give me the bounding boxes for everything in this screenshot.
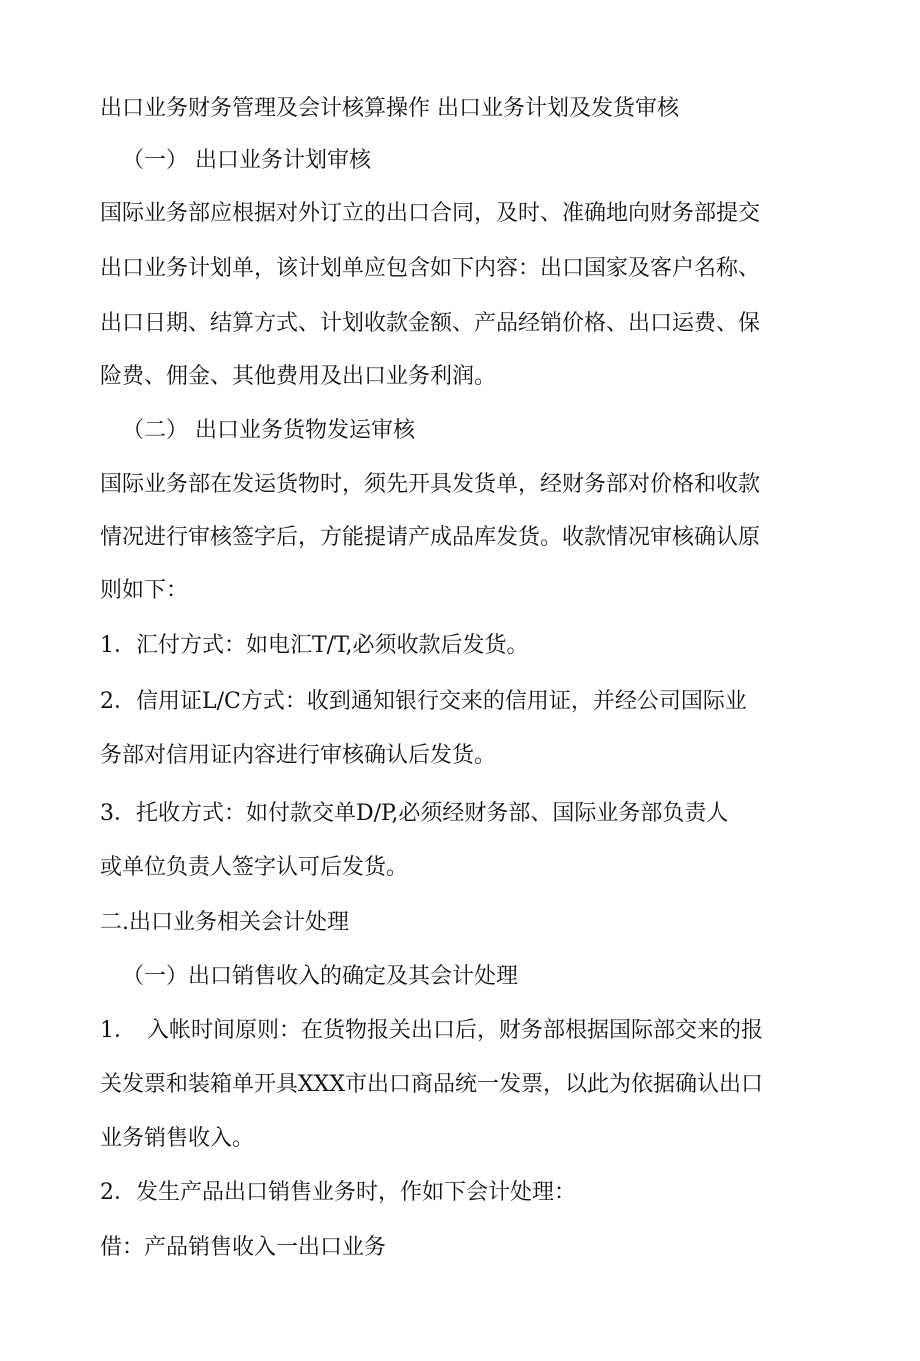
paragraph-line: 业务销售收入。 bbox=[100, 1126, 255, 1151]
list-item: 2．信用证L/C方式：收到通知银行交来的信用证，并经公司国际业 bbox=[100, 689, 747, 714]
section-heading: 二.出口业务相关会计处理 bbox=[100, 910, 349, 935]
section-heading: （二） 出口业务货物发运审核 bbox=[122, 418, 415, 443]
list-item: 3．托收方式：如付款交单D/P,必须经财务部、国际业务部负责人 bbox=[100, 801, 729, 826]
paragraph-line: 则如下： bbox=[100, 578, 189, 603]
section-heading: （一）出口销售收入的确定及其会计处理 bbox=[122, 964, 519, 989]
paragraph-line: 出口日期、结算方式、计划收款金额、产品经销价格、出口运费、保 bbox=[100, 311, 761, 336]
list-item: 2．发生产品出口销售业务时，作如下会计处理： bbox=[100, 1180, 576, 1205]
paragraph-line: 出口业务计划单，该计划单应包含如下内容：出口国家及客户名称、 bbox=[100, 256, 761, 281]
paragraph-line: 或单位负责人签字认可后发货。 bbox=[100, 855, 409, 880]
paragraph-line: 险费、佣金、其他费用及出口业务利润。 bbox=[100, 364, 497, 389]
section-heading: （一） 出口业务计划审核 bbox=[122, 148, 371, 173]
document-title: 出口业务财务管理及会计核算操作 出口业务计划及发货审核 bbox=[100, 96, 679, 121]
paragraph-line: 借：产品销售收入一出口业务 bbox=[100, 1235, 387, 1260]
paragraph-line: 关发票和装箱单开具XXX市出口商品统一发票，以此为依据确认出口 bbox=[100, 1072, 763, 1097]
list-item: 1． 入帐时间原则：在货物报关出口后，财务部根据国际部交来的报 bbox=[100, 1018, 763, 1043]
list-item: 1．汇付方式：如电汇T/T,必须收款后发货。 bbox=[100, 633, 529, 658]
paragraph-line: 国际业务部应根据对外订立的出口合同，及时、准确地向财务部提交 bbox=[100, 201, 761, 226]
paragraph-line: 务部对信用证内容进行审核确认后发货。 bbox=[100, 743, 497, 768]
paragraph-line: 国际业务部在发运货物时，须先开具发货单，经财务部对价格和收款 bbox=[100, 472, 761, 497]
paragraph-line: 情况进行审核签字后，方能提请产成品库发货。收款情况审核确认原 bbox=[100, 525, 761, 550]
